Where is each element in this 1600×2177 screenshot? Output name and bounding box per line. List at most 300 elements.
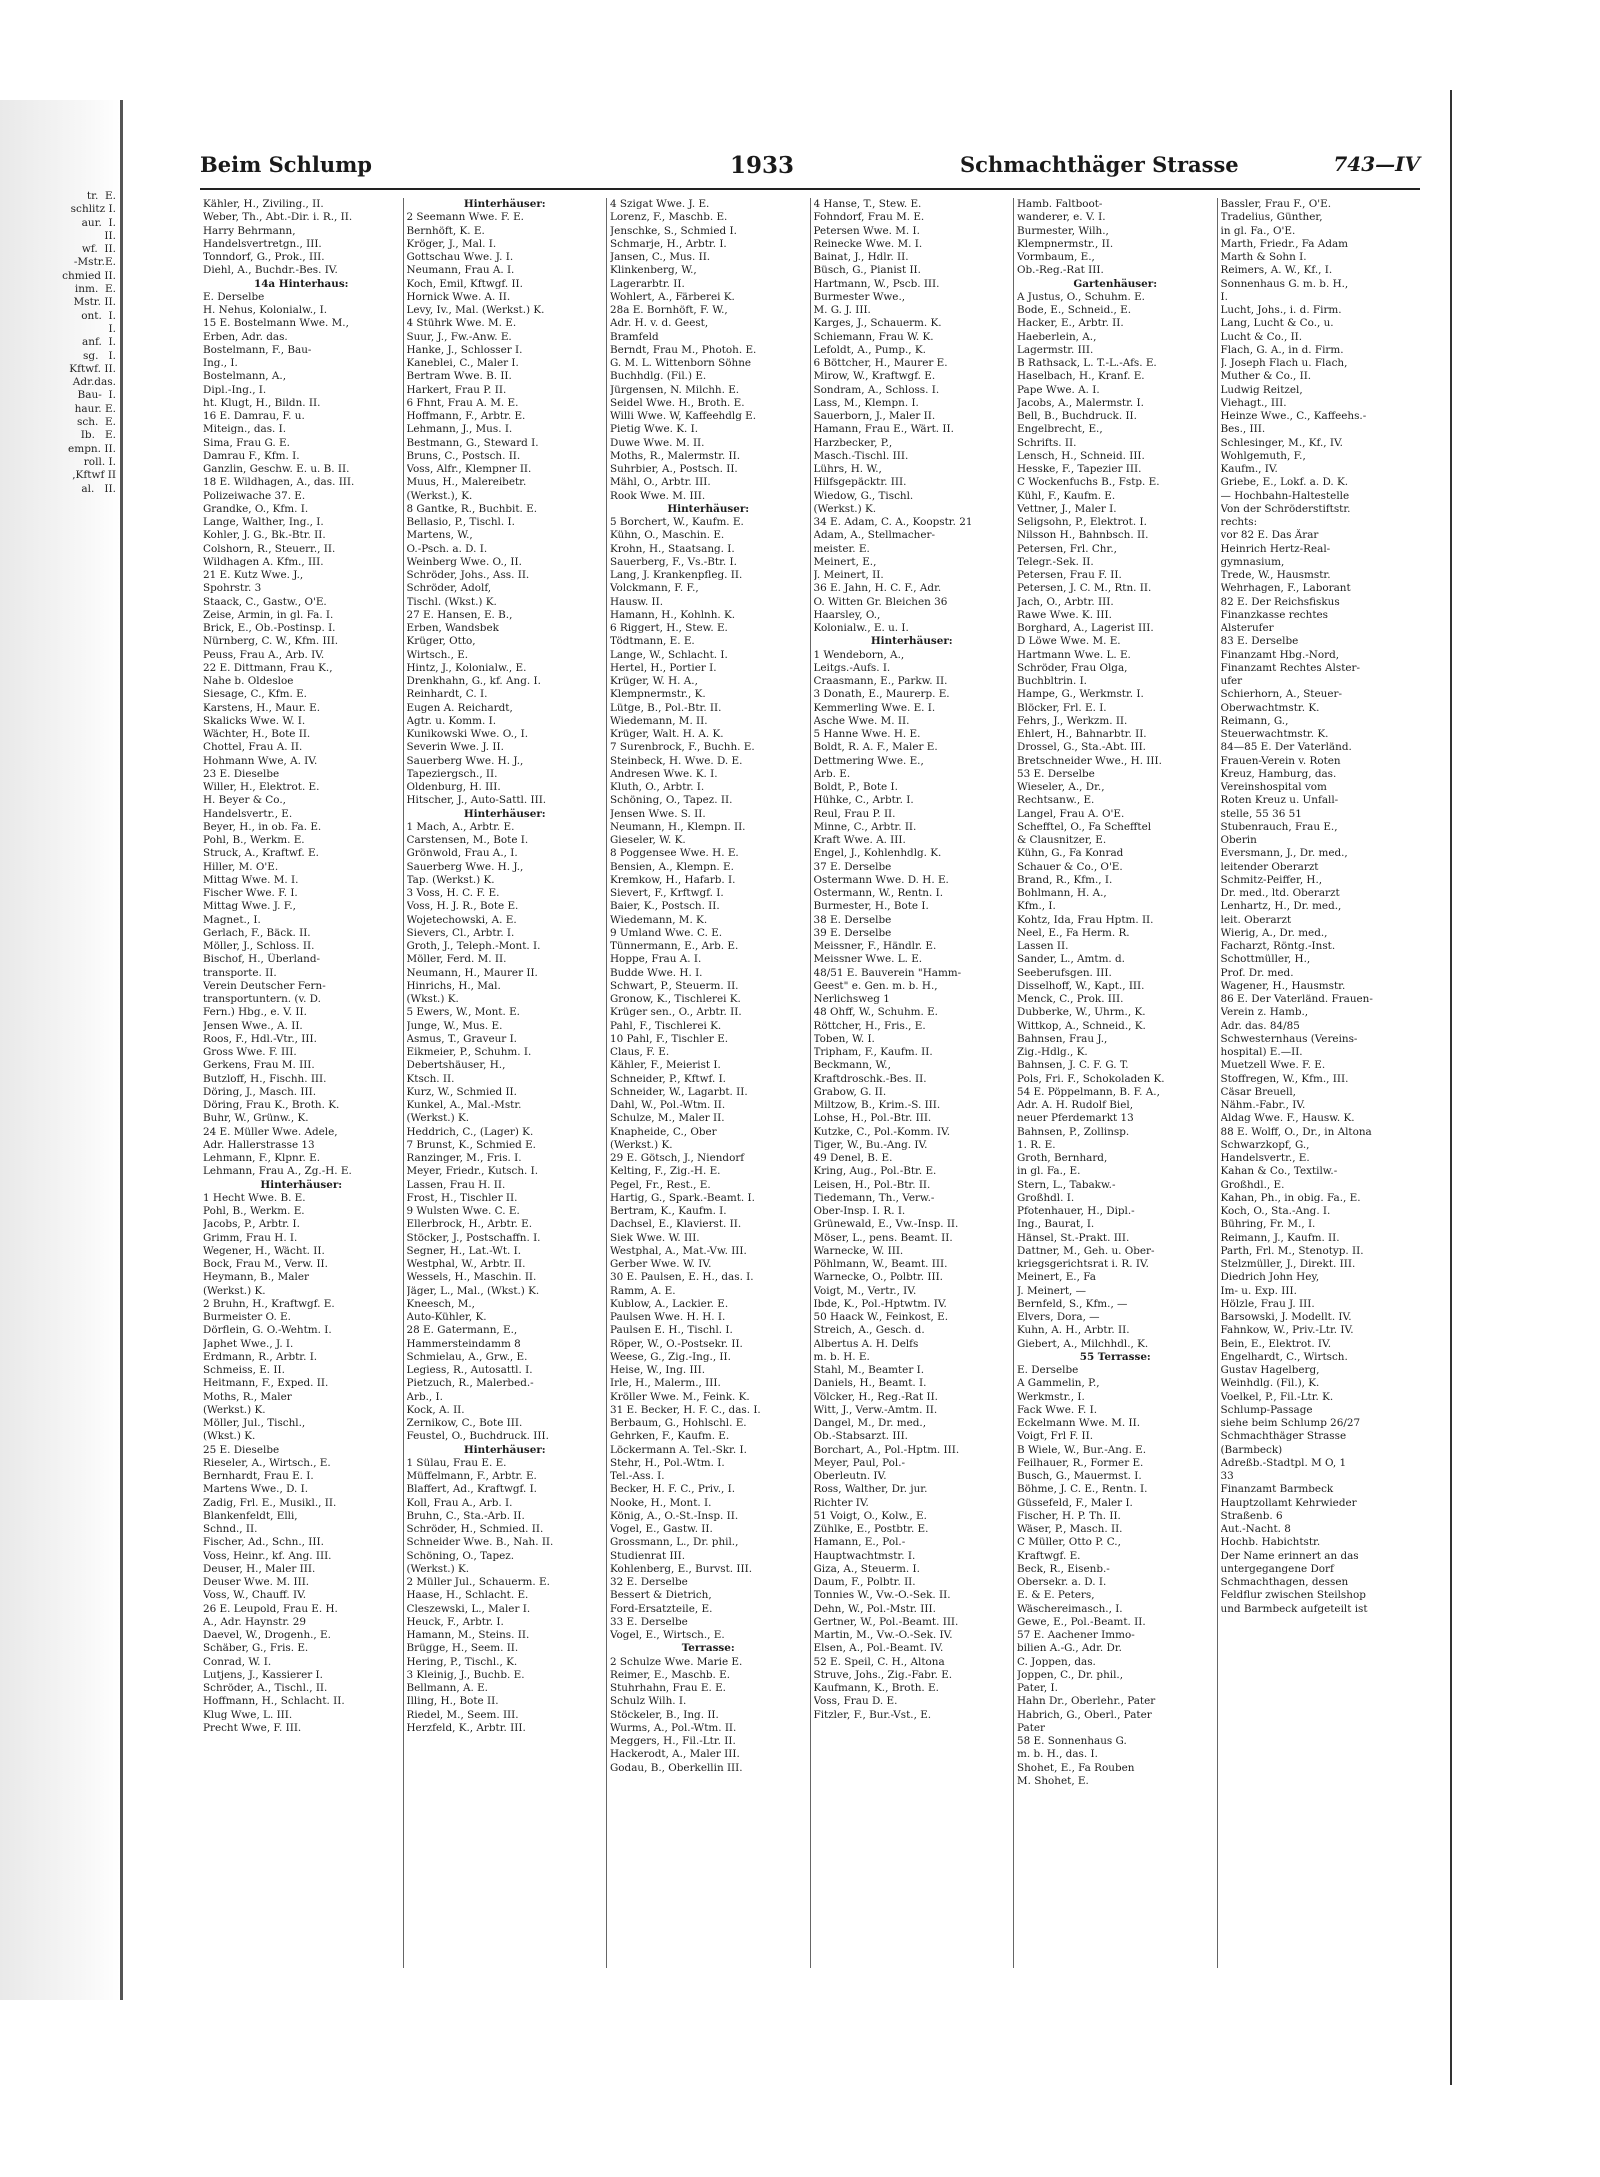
directory-entry: Gerkens, Frau M. III.	[203, 1059, 315, 1072]
directory-entry: 21 E. Kutz Wwe. J.,	[203, 569, 304, 581]
directory-entry: 10 Pahl, F., Tischler E.	[610, 1032, 729, 1045]
directory-column-1	[200, 198, 403, 1968]
directory-entry: Stubenrauch, Frau E.,	[1220, 820, 1338, 833]
directory-entry: Möller, Jul., Tischl.,	[203, 1417, 306, 1429]
directory-entry: Schmitz-Peiffer, H.,	[1220, 873, 1323, 886]
directory-entry: Stern, L., Tabakw.-	[1017, 1178, 1116, 1191]
directory-entry: 4 Stührk Wwe. M. E.	[406, 317, 517, 330]
directory-entry: Seidel Wwe. H., Broth. E.	[610, 396, 745, 409]
directory-entry: (Barmbeck)	[1220, 1443, 1283, 1456]
directory-entry: Kraftdroschk.-Bes. II.	[813, 1072, 927, 1085]
directory-entry: 26 E. Leupold, Frau E. H.	[203, 1602, 338, 1615]
directory-entry: Hölzle, Frau J. III.	[1220, 1297, 1315, 1310]
directory-entry: Kaufm., IV.	[1220, 463, 1278, 475]
directory-entry: Stöcker, J., Postschaffn. I.	[406, 1231, 541, 1244]
directory-entry: Hering, P., Tischl., K.	[406, 1655, 518, 1668]
directory-entry: Viehagt., III.	[1220, 396, 1287, 409]
directory-entry: (Werkst.) K.	[406, 1562, 470, 1575]
directory-entry: Voigt, M., Vertr., IV.	[813, 1284, 917, 1297]
directory-entry: Reinhardt, C. I.	[406, 688, 488, 701]
directory-entry: Drenkhahn, G., kf. Ang. I.	[406, 675, 541, 687]
directory-entry: 2 Schulze Wwe. Marie E.	[610, 1655, 743, 1668]
directory-entry: Andresen Wwe. K. I.	[610, 767, 718, 780]
directory-entry: Albertus A. H. Delfs	[813, 1337, 919, 1350]
directory-entry: B Rathsack, L. T.-L.-Afs. E.	[1017, 357, 1157, 369]
directory-entry: 15 E. Bostelmann Wwe. M.,	[203, 317, 349, 330]
directory-entry: Haarsley, O.,	[813, 608, 881, 621]
directory-entry: Straßenb. 6	[1220, 1509, 1283, 1522]
directory-entry: 39 E. Derselbe	[813, 926, 892, 939]
directory-entry: Conrad, W. I.	[203, 1655, 272, 1668]
directory-entry: Berbaum, G., Hohlschl. E.	[610, 1417, 747, 1429]
directory-entry: Bramfeld	[610, 330, 659, 343]
directory-entry: Paulsen Wwe. H. H. I.	[610, 1311, 726, 1323]
directory-entry: Reimann, G.,	[1220, 714, 1289, 727]
directory-entry: Krüger, W. H. A.,	[610, 675, 698, 687]
directory-entry: Pegel, Fr., Rest., E.	[610, 1178, 711, 1191]
directory-entry: Giza, A., Steuerm. I.	[813, 1562, 920, 1575]
directory-entry: Schröder, A., Tischl., II.	[203, 1682, 328, 1694]
directory-entry: m. b. H. E.	[813, 1350, 870, 1363]
directory-entry: 55 Terrasse:	[1079, 1350, 1151, 1363]
directory-entry: Baier, K., Postsch. II.	[610, 900, 720, 913]
directory-entry: Büsch, G., Pianist II.	[813, 264, 921, 277]
directory-entry: Kfm., I.	[1017, 900, 1056, 913]
directory-entry: 1 Mach, A., Arbtr. E.	[406, 820, 515, 833]
directory-entry: Shohet, E., Fa Rouben	[1017, 1761, 1135, 1774]
directory-entry: Lührs, H. W.,	[813, 463, 882, 475]
directory-entry: Ludwig Reitzel,	[1220, 383, 1303, 396]
directory-entry: Severin Wwe. J. II.	[406, 741, 504, 754]
directory-entry: Engelbrecht, E.,	[1017, 423, 1103, 436]
directory-entry: Bein, E., Elektrot. IV.	[1220, 1337, 1332, 1350]
directory-entry: Wirtsch., E.	[406, 648, 469, 661]
directory-entry: & Clausnitzer, E.	[1017, 834, 1107, 846]
directory-entry: Bretschneider Wwe., H. III.	[1017, 754, 1162, 767]
directory-entry: Bischof, H., Überland-	[203, 953, 321, 966]
directory-entry: Adr. das. 84/85	[1220, 1019, 1300, 1032]
directory-entry: Schneider Wwe. B., Nah. II.	[406, 1536, 554, 1549]
directory-entry: Jach, O., Arbtr. III.	[1017, 595, 1114, 608]
directory-entry: Rechtsanw., E.	[1017, 794, 1095, 807]
directory-entry: Schröder, Adolf,	[406, 582, 492, 595]
directory-entry: Lang, J. Krankenpfleg. II.	[610, 569, 743, 581]
directory-entry: Boldt, P., Bote I.	[813, 781, 898, 793]
directory-entry: Meyer, Paul, Pol.-	[813, 1456, 906, 1469]
directory-entry: Petersen Wwe. M. I.	[813, 224, 920, 237]
directory-entry: Hartig, G., Spark.-Beamt. I.	[610, 1191, 755, 1204]
directory-entry: Kühn, O., Maschin. E.	[610, 529, 725, 542]
directory-column-2	[403, 198, 607, 1968]
directory-entry: Wurms, A., Pol.-Wtm. II.	[610, 1721, 737, 1734]
directory-entry: Hartmann Wwe. L. E.	[1017, 648, 1131, 661]
directory-entry: Kock, A. II.	[406, 1403, 465, 1416]
directory-entry: 6 Böttcher, H., Maurer E.	[813, 357, 948, 369]
directory-entry: Reimann, J., Kaufm. II.	[1220, 1231, 1340, 1244]
directory-entry: Schlump-Passage	[1220, 1403, 1313, 1416]
directory-entry: Borghard, A., Lagerist III.	[1017, 622, 1154, 634]
directory-entry: Jäger, L., Mal., (Wkst.) K.	[406, 1284, 540, 1297]
directory-entry: Bohlmann, H. A.,	[1017, 887, 1107, 899]
directory-entry: Bahnsen, P., Zollinsp.	[1017, 1125, 1130, 1138]
directory-entry: Sievers, Cl., Arbtr. I.	[406, 926, 515, 939]
directory-entry: Lagermstr. III.	[1017, 343, 1094, 356]
directory-entry: Schrifts. II.	[1017, 436, 1077, 449]
directory-entry: Wiedow, G., Tischl.	[813, 489, 914, 502]
directory-entry: Kreuz, Hamburg, das.	[1220, 767, 1337, 780]
directory-entry: Schröder, H., Schmied. II.	[406, 1523, 544, 1535]
directory-entry: Ob.-Stabsarzt. III.	[813, 1430, 908, 1443]
directory-entry: Mähl, O., Arbtr. III.	[610, 476, 711, 489]
directory-entry: Tonnies W., Vw.-O.-Sek. II.	[813, 1589, 951, 1602]
directory-entry: Schottmüller, H.,	[1220, 953, 1311, 966]
previous-page-edge	[0, 100, 123, 2000]
directory-entry: Gerber Wwe. W. IV.	[610, 1258, 712, 1270]
directory-entry: Karges, J., Schauerm. K.	[813, 317, 942, 330]
directory-entry: Tiger, W., Bu.-Ang. IV.	[813, 1138, 928, 1151]
directory-entry: Handelsvertr., E.	[1220, 1152, 1310, 1164]
directory-entry: Burmester, Wilh.,	[1017, 224, 1109, 237]
directory-entry: Hinterhäuser:	[463, 807, 546, 820]
directory-entry: 37 E. Derselbe	[813, 860, 892, 873]
directory-entry: Schulze, M., Maler II.	[610, 1112, 725, 1125]
directory-entry: Wierig, A., Dr. med.,	[1220, 926, 1328, 939]
directory-entry: Bode, E., Schneid., E.	[1017, 304, 1132, 316]
directory-entry: Wohlert, A., Färberei K.	[610, 290, 735, 303]
directory-entry: Hamann, Frau E., Wärt. II.	[813, 423, 954, 436]
directory-entry: Bernfeld, S., Kfm., —	[1017, 1297, 1128, 1310]
directory-entry: Wagener, H., Hausmstr.	[1220, 979, 1346, 992]
directory-column-4	[810, 198, 1014, 1968]
directory-entry: Vereinshospital vom	[1220, 781, 1327, 793]
directory-entry: Erdmann, R., Arbtr. I.	[203, 1350, 318, 1363]
directory-entry: Dangel, M., Dr. med.,	[813, 1417, 927, 1429]
directory-entry: Hinterhäuser:	[667, 502, 750, 515]
directory-entry: Suhrbier, A., Postsch. II.	[610, 463, 738, 475]
directory-entry: Grönwold, Frau A., I.	[406, 847, 518, 860]
directory-entry: Gieseler, W. K.	[610, 834, 686, 846]
directory-entry: Hoffmann, F., Arbtr. E.	[406, 410, 526, 422]
directory-entry: Gewe, E., Pol.-Beamt. II.	[1017, 1615, 1146, 1628]
directory-entry: Finanzkasse rechtes	[1220, 608, 1328, 621]
directory-entry: Lehmann, J., Mus. I.	[406, 423, 513, 436]
directory-entry: Japhet Wwe., J. I.	[203, 1337, 294, 1350]
directory-entry: Martens, W.,	[406, 529, 473, 542]
directory-entry: Voss, Frau D. E.	[813, 1695, 898, 1708]
directory-entry: 8 Poggensee Wwe. H. E.	[610, 847, 739, 860]
directory-entry: Sauerberg Wwe. H. J.,	[406, 754, 524, 767]
directory-entry: Schefftel, O., Fa Schefftel	[1017, 820, 1152, 833]
directory-entry: Stuhrhahn, Frau E. E.	[610, 1682, 726, 1694]
directory-entry: Sievert, F., Krftwgf. I.	[610, 887, 724, 899]
directory-entry: Facharzt, Röntg.-Inst.	[1220, 940, 1336, 952]
directory-entry: Kublow, A., Lackier. E.	[610, 1297, 729, 1310]
directory-entry: Petersen, J. C. M., Rtn. II.	[1017, 582, 1152, 595]
directory-entry: Harzbecker, P.,	[813, 436, 893, 449]
directory-entry: Finanzamt Hbg.-Nord,	[1220, 648, 1340, 661]
directory-entry: Gartenhäuser:	[1073, 277, 1158, 290]
directory-entry: Bell, B., Buchdruck. II.	[1017, 410, 1137, 422]
directory-entry: Lucht, Johs., i. d. Firm.	[1220, 304, 1342, 316]
directory-entry: Mirow, W., Kraftwgf. E.	[813, 370, 936, 383]
directory-entry: Dahl, W., Pol.-Wtm. II.	[610, 1099, 726, 1111]
directory-entry: Buchhdlg. (Fil.) E.	[610, 370, 707, 383]
directory-entry: Muus, H., Malereibetr.	[406, 476, 527, 489]
directory-entry: Harkert, Frau P. II.	[406, 383, 507, 396]
directory-entry: Irle, H., Malerm., III.	[610, 1377, 721, 1390]
directory-entry: Dehn, W., Pol.-Mstr. III.	[813, 1602, 936, 1615]
directory-entry: Hoppe, Frau A. I.	[610, 953, 702, 966]
directory-entry: (Werkst.) K.	[406, 1112, 470, 1125]
directory-entry: Damrau F., Kfm. I.	[203, 449, 300, 462]
directory-entry: Tapeziergsch., II.	[406, 767, 498, 780]
directory-entry: Trede, W., Hausmstr.	[1220, 569, 1331, 581]
directory-entry: Arb. E.	[813, 767, 851, 780]
directory-entry: Aut.-Nacht. 8	[1220, 1523, 1291, 1535]
directory-entry: Völcker, H., Reg.-Rat II.	[813, 1390, 938, 1403]
directory-entry: 7 Brunst, K., Schmied E.	[406, 1138, 536, 1151]
directory-entry: 4 Szigat Wwe. J. E.	[610, 198, 710, 210]
directory-entry: Grimm, Frau H. I.	[203, 1231, 298, 1244]
directory-entry: Butzloff, H., Fischh. III.	[203, 1072, 327, 1085]
directory-entry: Jürgensen, N. Milchh. E.	[610, 383, 740, 396]
directory-entry: Ostermann, W., Rentn. I.	[813, 887, 943, 899]
directory-entry: Tünnermann, E., Arb. E.	[610, 940, 739, 952]
directory-entry: Godau, B., Oberkellin III.	[610, 1761, 743, 1774]
directory-entry: Hacker, E., Arbtr. II.	[1017, 317, 1124, 330]
directory-entry: 6 Fhnt, Frau A. M. E.	[406, 396, 519, 409]
directory-entry: Handelsvertr., E.	[203, 807, 293, 820]
directory-entry: kriegsgerichtsrat i. R. IV.	[1017, 1258, 1149, 1270]
directory-entry: O.-Psch. a. D. I.	[406, 542, 488, 555]
directory-entry: Grossmann, L., Dr. phil.,	[610, 1536, 739, 1549]
directory-entry: Krüger sen., O., Arbtr. II.	[610, 1006, 742, 1019]
directory-entry: untergegangene Dorf	[1220, 1562, 1334, 1575]
directory-entry: Kröller Wwe. M., Feink. K.	[610, 1390, 750, 1403]
directory-entry: Wiedemann, M. K.	[610, 913, 708, 926]
directory-entry: Engel, J., Kohlenhdlg. K.	[813, 847, 942, 860]
directory-entry: Schöning, O., Tapez. II.	[610, 794, 733, 807]
directory-entry: Adr. Hallerstrasse 13	[203, 1138, 315, 1151]
directory-entry: Junge, W., Mus. E.	[406, 1019, 503, 1032]
directory-entry: Stehr, H., Pol.-Wtm. I.	[610, 1456, 725, 1469]
directory-entry: E. Derselbe	[1017, 1364, 1079, 1376]
directory-entry: Cäsar Breuell,	[1220, 1085, 1296, 1098]
directory-entry: Lagerarbtr. II.	[610, 277, 685, 290]
directory-entry: Lange, Walther, Ing., I.	[203, 516, 324, 528]
directory-entry: Haase, H., Schlacht. E.	[406, 1589, 529, 1602]
directory-entry: Miltzow, B., Krim.-S. III.	[813, 1099, 941, 1111]
directory-column-6	[1217, 198, 1421, 1968]
directory-entry: Vogel, E., Wirtsch., E.	[610, 1629, 725, 1641]
directory-entry: Ramm, A. E.	[610, 1284, 676, 1297]
directory-entry: Precht Wwe, F. III.	[203, 1721, 302, 1734]
directory-entry: 8 Gantke, R., Buchbit. E.	[406, 502, 538, 515]
directory-entry: A., Adr. Haynstr. 29	[203, 1615, 306, 1628]
directory-entry: Jenschke, S., Schmied I.	[610, 224, 737, 237]
directory-entry: 28a E. Bornhöft, F. W.,	[610, 304, 728, 316]
directory-entry: Lehmann, Frau A., Zg.-H. E.	[203, 1165, 352, 1178]
directory-entry: Lorenz, F., Maschb. E.	[610, 211, 728, 224]
directory-entry: Finanzamt Barmbeck	[1220, 1483, 1334, 1496]
directory-entry: O. Witten Gr. Bleichen 36	[813, 595, 948, 608]
directory-entry: Daniels, H., Beamt. I.	[813, 1377, 927, 1390]
directory-entry: Wohlgemuth, F.,	[1220, 449, 1306, 462]
directory-entry: Klug Wwe, L. III.	[203, 1708, 293, 1721]
directory-entry: Segner, H., Lat.-Wt. I.	[406, 1244, 522, 1257]
directory-entry: Karstens, H., Maur. E.	[203, 701, 321, 714]
directory-entry: Von der Schröderstiftstr.	[1220, 502, 1351, 515]
directory-entry: H. Beyer & Co.,	[203, 794, 286, 807]
directory-entry: 33	[1220, 1470, 1234, 1482]
directory-entry: Kring, Aug., Pol.-Btr. E.	[813, 1165, 937, 1178]
directory-entry: Heuck, F., Arbtr. I.	[406, 1615, 504, 1628]
directory-entry: rechts:	[1220, 516, 1258, 528]
directory-entry: Dachsel, E., Klavierst. II.	[610, 1218, 742, 1231]
directory-entry: Volckmann, F. F.,	[610, 582, 699, 595]
directory-entry: Möser, L., pens. Beamt. II.	[813, 1231, 953, 1244]
directory-entry: Schwart, P., Steuerm. II.	[610, 979, 739, 992]
directory-entry: Voigt, Frl F. II.	[1017, 1430, 1094, 1443]
directory-entry: Schwarzkopf, G.,	[1220, 1138, 1310, 1151]
directory-entry: Blankenfeldt, Elli,	[203, 1509, 298, 1522]
directory-entry: Bühring, Fr. M., I.	[1220, 1218, 1316, 1231]
directory-entry: Barsowski, J. Modellt. IV.	[1220, 1311, 1352, 1323]
directory-entry: Kohlenberg, E., Burvst. III.	[610, 1562, 753, 1575]
directory-entry: Grabow, G. II.	[813, 1085, 887, 1098]
directory-entry: Mittag Wwe. M. I.	[203, 873, 299, 886]
directory-entry: 36 E. Jahn, H. C. F., Adr.	[813, 582, 942, 595]
directory-entry: Koch, O., Sta.-Ang. I.	[1220, 1205, 1331, 1217]
directory-entry: Nahe b. Oldesloe	[203, 675, 294, 687]
directory-entry: Struve, Johs., Zig.-Fabr. E.	[813, 1668, 953, 1681]
directory-entry: Voss, W., Chauff. IV.	[203, 1589, 307, 1602]
directory-entry: (Werkst.) K.	[203, 1403, 266, 1416]
directory-entry: Schmarje, H., Arbtr. I.	[610, 237, 727, 250]
directory-entry: Fischer, Ad., Schn., III.	[203, 1536, 324, 1549]
directory-entry: Schneider, W., Lagarbt. II.	[610, 1085, 748, 1098]
directory-entry: M. G. J. III.	[813, 304, 871, 316]
directory-entry: J. Meinert, —	[1017, 1284, 1087, 1297]
directory-entry: Roten Kreuz u. Unfall-	[1220, 794, 1339, 807]
directory-entry: Bostelmann, A.,	[203, 370, 287, 383]
directory-entry: Skalicks Wwe. W. I.	[203, 714, 306, 727]
directory-entry: A Gammelin, P.,	[1017, 1377, 1100, 1390]
directory-entry: Duwe Wwe. M. II.	[610, 436, 705, 449]
directory-entry: Gertner, W., Pol.-Beamt. III.	[813, 1615, 959, 1628]
directory-entry: Carstensen, M., Bote I.	[406, 834, 529, 846]
directory-entry: Bahnsen, Frau J.,	[1017, 1032, 1108, 1045]
directory-entry: Schröder, Frau Olga,	[1017, 661, 1128, 674]
header-page-number: 743—IV	[1333, 152, 1420, 176]
directory-entry: Ellerbrock, H., Arbtr. E.	[406, 1218, 533, 1231]
directory-entry: Ranzinger, M., Fris. I.	[406, 1152, 522, 1164]
directory-entry: Böhme, J. C. E., Rentn. I.	[1017, 1483, 1148, 1496]
directory-entry: C Wockenfuchs B., Fstp. E.	[1017, 476, 1160, 489]
directory-entry: Meyer, Friedr., Kutsch. I.	[406, 1165, 539, 1178]
directory-entry: Stahl, M., Beamter I.	[813, 1364, 924, 1376]
directory-entry: Bernhöft, K. E.	[406, 224, 485, 237]
directory-entry: J. Joseph Flach u. Flach,	[1220, 357, 1348, 369]
directory-entry: 4 Hanse, T., Stew. E.	[813, 198, 922, 210]
directory-entry: Elsen, A., Pol.-Beamt. IV.	[813, 1642, 944, 1655]
directory-entry: Colshorn, R., Steuerr., II.	[203, 542, 336, 555]
directory-entry: ufer	[1220, 675, 1243, 687]
directory-entry: Im- u. Exp. III.	[1220, 1284, 1297, 1297]
directory-entry: Terrasse:	[681, 1642, 735, 1655]
directory-entry: Zernikow, C., Bote III.	[406, 1417, 523, 1429]
directory-entry: Zig.-Hdlg., K.	[1017, 1046, 1088, 1058]
directory-entry: C. Joppen, das.	[1017, 1655, 1096, 1668]
directory-entry: Ross, Walther, Dr. jur.	[813, 1483, 928, 1496]
directory-entry: Vormbaum, E.,	[1017, 251, 1095, 263]
directory-entry: Röper, W., O.-Postsekr. II.	[610, 1337, 743, 1350]
directory-entry: Lassen II.	[1017, 940, 1069, 952]
directory-entry: Dattner, M., Geh. u. Ober-	[1017, 1244, 1155, 1257]
directory-entry: Pietig Wwe. K. I.	[610, 423, 699, 436]
directory-entry: Reul, Frau P. II.	[813, 807, 896, 820]
directory-entry: Krohn, H., Staatsang. I.	[610, 542, 735, 555]
directory-entry: Spohrstr. 3	[203, 582, 262, 595]
directory-entry: Kelting, F., Zig.-H. E.	[610, 1165, 721, 1178]
directory-entry: Richter IV.	[813, 1496, 869, 1509]
directory-entry: Großhdl., E.	[1220, 1178, 1285, 1191]
directory-entry: Hühke, C., Arbtr. I.	[813, 794, 914, 807]
directory-entry: Pfotenhauer, H., Dipl.-	[1017, 1205, 1135, 1217]
directory-entry: Fahnkow, W., Priv.-Ltr. IV.	[1220, 1324, 1354, 1337]
directory-entry: Fischer, H. P. Th. II.	[1017, 1509, 1121, 1522]
directory-entry: Grünewald, E., Vw.-Insp. II.	[813, 1218, 959, 1231]
directory-entry: Adreßb.-Stadtpl. M O, 1	[1220, 1456, 1347, 1469]
directory-column-3	[606, 198, 810, 1968]
directory-entry: Budde Wwe. H. I.	[610, 966, 703, 979]
directory-entry: Feldflur zwischen Steilshop	[1220, 1589, 1366, 1602]
directory-entry: Habrich, G., Oberl., Pater	[1017, 1708, 1152, 1721]
directory-entry: Schöning, O., Tapez.	[406, 1549, 515, 1562]
directory-entry: Petersen, Frl. Chr.,	[1017, 542, 1117, 555]
directory-entry: Illing, H., Bote II.	[406, 1695, 499, 1708]
directory-entry: Hertel, H., Portier I.	[610, 661, 717, 674]
directory-entry: Fohndorf, Frau M. E.	[813, 211, 925, 224]
directory-entry: Hinterhäuser:	[260, 1178, 343, 1191]
directory-entry: 2 Seemann Wwe. F. E.	[406, 211, 524, 224]
directory-entry: Sauerberg Wwe. H. J.,	[406, 860, 524, 873]
directory-entry: Großhdl. I.	[1017, 1191, 1075, 1204]
directory-entry: Reinecke Wwe. M. I.	[813, 237, 923, 250]
directory-entry: 23 E. Dieselbe	[203, 767, 280, 780]
directory-entry: Bostelmann, F., Bau-	[203, 343, 312, 356]
directory-entry: Beyer, H., in ob. Fa. E.	[203, 820, 322, 833]
directory-entry: E. Derselbe	[203, 290, 265, 303]
directory-entry: Brand, R., Kfm., I.	[1017, 873, 1113, 886]
directory-entry: bilien A.-G., Adr. Dr.	[1017, 1642, 1122, 1655]
directory-entry: Lensch, H., Schneid. III.	[1017, 449, 1145, 462]
directory-entry: Tonndorf, G., Prok., III.	[203, 251, 325, 263]
directory-entry: Heymann, B., Maler	[203, 1271, 309, 1284]
directory-entry: H. Nehus, Kolonialw., I.	[203, 304, 328, 316]
directory-entry: wanderer, e. V. I.	[1017, 211, 1106, 224]
directory-entry: Deuser, H., Maler III.	[203, 1562, 316, 1575]
directory-entry: Gustav Hagelberg,	[1220, 1364, 1320, 1376]
header-street-left: Beim Schlump	[200, 152, 372, 177]
directory-entry: Levy, Iv., Mal. (Werkst.) K.	[406, 304, 545, 316]
directory-entry: Oberleutn. IV.	[813, 1470, 887, 1482]
directory-entry: Lucht & Co., II.	[1220, 330, 1303, 343]
directory-entry: Kaneblei, C., Maler I.	[406, 357, 519, 369]
directory-entry: Boldt, R. A. F., Maler E.	[813, 741, 938, 754]
directory-entry: Jacobs, P., Arbtr. I.	[203, 1218, 300, 1231]
directory-entry: Lefoldt, A., Pump., K.	[813, 343, 926, 356]
